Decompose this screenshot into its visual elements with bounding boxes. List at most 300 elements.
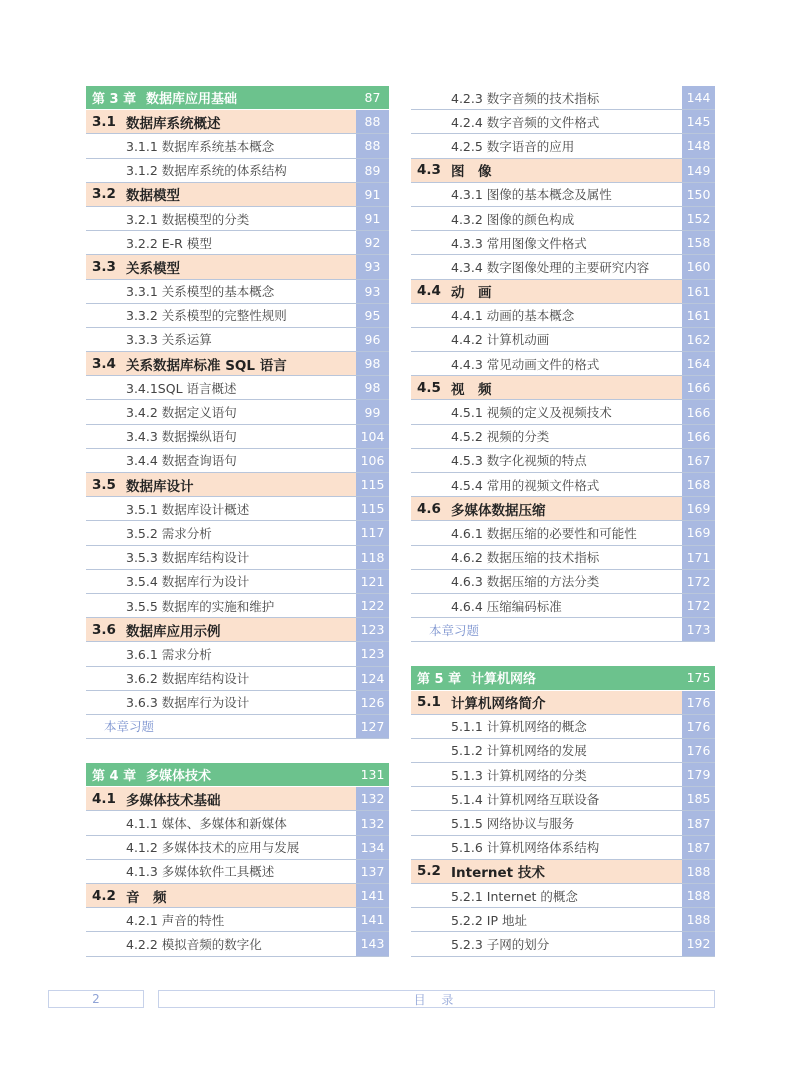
entry-text: 5.1.3 计算机网络的分类	[451, 767, 587, 783]
entry-title	[411, 304, 682, 327]
toc-section-row[interactable]	[411, 159, 715, 183]
entry-page: 118	[356, 546, 389, 569]
entry-title	[411, 110, 682, 133]
toc-subsection-row[interactable]	[86, 376, 389, 400]
toc-subsection-row[interactable]	[86, 546, 389, 570]
entry-page: 188	[682, 884, 715, 907]
entry-title	[86, 328, 356, 351]
entry-page: 123	[356, 618, 389, 641]
entry-title	[411, 739, 682, 762]
entry-title	[411, 207, 682, 230]
chapter-title	[86, 763, 356, 786]
entry-page: 162	[682, 328, 715, 351]
toc-subsection-row[interactable]	[86, 328, 389, 352]
entry-page: 164	[682, 352, 715, 375]
toc-chapter-row[interactable]	[411, 666, 715, 690]
section-number: 3.4	[92, 355, 116, 372]
toc-subsection-row[interactable]	[411, 546, 715, 570]
entry-title	[411, 159, 682, 182]
toc-subsection-row[interactable]	[411, 811, 715, 835]
entry-title	[411, 763, 682, 786]
entry-page: 134	[356, 836, 389, 859]
toc-section-row[interactable]	[411, 691, 715, 715]
entry-text: 5.1.6 计算机网络体系结构	[451, 840, 600, 856]
entry-text: 3.4.3 数据操纵语句	[126, 429, 237, 445]
entry-text: 4.3.1 图像的基本概念及属性	[451, 187, 612, 203]
entry-title	[86, 642, 356, 665]
section-number: 3.1	[92, 113, 116, 130]
entry-page: 132	[356, 787, 389, 810]
toc-subsection-row[interactable]	[411, 134, 715, 158]
entry-title	[411, 836, 682, 859]
entry-title	[86, 449, 356, 472]
entry-text: 3.5.4 数据库行为设计	[126, 574, 250, 590]
entry-text: 4.2.1 声音的特性	[126, 912, 225, 928]
entry-page: 150	[682, 183, 715, 206]
footer-page-number: 2	[48, 990, 144, 1008]
entry-title	[86, 280, 356, 303]
entry-title	[86, 860, 356, 883]
entry-page: 91	[356, 183, 389, 206]
entry-page: 173	[682, 618, 715, 641]
entry-title	[411, 811, 682, 834]
entry-page: 141	[356, 908, 389, 931]
toc-subsection-row[interactable]	[86, 280, 389, 304]
entry-text: 3.6.1 需求分析	[126, 646, 212, 662]
entry-page: 169	[682, 521, 715, 544]
toc-section-row[interactable]	[86, 787, 389, 811]
entry-title	[411, 280, 682, 303]
toc-subsection-row[interactable]	[411, 328, 715, 352]
entry-page: 115	[356, 473, 389, 496]
toc-subsection-row[interactable]	[86, 836, 389, 860]
entry-page: 115	[356, 497, 389, 520]
entry-title	[86, 691, 356, 714]
entry-title	[411, 473, 682, 496]
toc-subsection-row[interactable]	[411, 86, 715, 110]
toc-chapter-block	[86, 763, 389, 957]
entry-text: 多媒体数据压缩	[451, 502, 546, 519]
entry-text: 4.6.1 数据压缩的必要性和可能性	[451, 525, 637, 541]
entry-text: 动 画	[451, 285, 492, 302]
entry-text: 音 频	[126, 889, 167, 906]
entry-title	[411, 932, 682, 955]
entry-page: 169	[682, 497, 715, 520]
entry-title	[411, 884, 682, 907]
entry-title	[86, 473, 356, 496]
toc-subsection-row[interactable]	[86, 304, 389, 328]
entry-title	[411, 618, 682, 641]
entry-text: 4.4.1 动画的基本概念	[451, 308, 575, 324]
toc-subsection-row[interactable]	[411, 473, 715, 497]
section-number: 4.6	[417, 500, 441, 517]
toc-section-row[interactable]	[86, 618, 389, 642]
entry-title	[86, 207, 356, 230]
entry-page: 171	[682, 546, 715, 569]
entry-text: 数据库系统概述	[126, 115, 221, 132]
entry-text: 关系模型	[126, 260, 180, 277]
entry-page: 99	[356, 400, 389, 423]
entry-page: 188	[682, 860, 715, 883]
entry-title	[86, 908, 356, 931]
entry-title	[86, 521, 356, 544]
entry-title	[411, 570, 682, 593]
chapter-name: 数据库应用基础	[146, 92, 238, 108]
section-number: 3.2	[92, 186, 116, 203]
entry-page: 96	[356, 328, 389, 351]
toc-subsection-row[interactable]	[411, 110, 715, 134]
chapter-page: 87	[356, 86, 389, 109]
toc-exercises-row[interactable]	[86, 715, 389, 739]
chapter-number: 第 4 章	[92, 769, 137, 785]
entry-text: 3.4.4 数据查询语句	[126, 453, 237, 469]
toc-section-row[interactable]	[86, 183, 389, 207]
toc-subsection-row[interactable]	[86, 594, 389, 618]
entry-page: 98	[356, 376, 389, 399]
entry-text: 多媒体技术基础	[126, 792, 221, 809]
toc-section-row[interactable]	[411, 280, 715, 304]
entry-text: 3.5.3 数据库结构设计	[126, 550, 250, 566]
entry-page: 187	[682, 811, 715, 834]
entry-page: 88	[356, 110, 389, 133]
toc-exercises-row[interactable]	[411, 618, 715, 642]
entry-page: 89	[356, 159, 389, 182]
entry-text: 计算机网络简介	[451, 696, 546, 713]
entry-text: 4.1.1 媒体、多媒体和新媒体	[126, 816, 287, 832]
entry-page: 91	[356, 207, 389, 230]
entry-text: 3.2.2 E-R 模型	[126, 235, 212, 251]
entry-text: 4.6.2 数据压缩的技术指标	[451, 550, 600, 566]
entry-text: 5.2.1 Internet 的概念	[451, 888, 578, 904]
entry-title	[411, 231, 682, 254]
entry-text: 4.6.4 压缩编码标准	[451, 598, 562, 614]
toc-subsection-row[interactable]	[411, 787, 715, 811]
entry-title	[411, 449, 682, 472]
entry-text: 4.2.5 数字语音的应用	[451, 138, 575, 154]
entry-text: 4.6.3 数据压缩的方法分类	[451, 574, 600, 590]
entry-text: 数据库设计	[126, 478, 194, 495]
entry-title	[86, 497, 356, 520]
section-number: 3.6	[92, 621, 116, 638]
entry-text: 3.1.1 数据库系统基本概念	[126, 138, 275, 154]
toc-section-row[interactable]	[411, 860, 715, 884]
section-number: 5.1	[417, 694, 441, 711]
toc-subsection-row[interactable]	[86, 134, 389, 158]
entry-page: 188	[682, 908, 715, 931]
entry-page: 172	[682, 570, 715, 593]
toc-subsection-row[interactable]	[86, 521, 389, 545]
entry-title	[86, 594, 356, 617]
entry-text: 数据库应用示例	[126, 623, 221, 640]
toc-subsection-row[interactable]	[86, 400, 389, 424]
entry-page: 168	[682, 473, 715, 496]
section-number: 4.3	[417, 162, 441, 179]
entry-title	[411, 376, 682, 399]
toc-subsection-row[interactable]	[86, 860, 389, 884]
entry-text: 本章习题	[104, 719, 155, 735]
entry-text: 数据模型	[126, 188, 180, 205]
toc-subsection-row[interactable]	[411, 449, 715, 473]
entry-page: 148	[682, 134, 715, 157]
entry-page: 179	[682, 763, 715, 786]
chapter-name: 多媒体技术	[146, 769, 212, 785]
entry-title	[86, 400, 356, 423]
entry-title	[411, 352, 682, 375]
entry-page: 187	[682, 836, 715, 859]
entry-page: 117	[356, 521, 389, 544]
entry-title	[86, 231, 356, 254]
toc-subsection-row[interactable]	[411, 400, 715, 424]
entry-page: 122	[356, 594, 389, 617]
entry-page: 166	[682, 425, 715, 448]
toc-section-row[interactable]	[86, 473, 389, 497]
entry-title	[86, 255, 356, 278]
entry-text: 4.3.2 图像的颜色构成	[451, 211, 575, 227]
entry-text: 4.3.3 常用图像文件格式	[451, 235, 587, 251]
toc-subsection-row[interactable]	[411, 763, 715, 787]
toc-section-row[interactable]	[411, 376, 715, 400]
entry-text: 5.1.5 网络协议与服务	[451, 816, 575, 832]
entry-page: 185	[682, 787, 715, 810]
toc-subsection-row[interactable]	[411, 255, 715, 279]
toc-subsection-row[interactable]	[86, 691, 389, 715]
entry-page: 149	[682, 159, 715, 182]
entry-text: 4.5.3 数字化视频的特点	[451, 453, 587, 469]
entry-text: 3.4.2 数据定义语句	[126, 405, 237, 421]
section-number: 3.3	[92, 258, 116, 275]
entry-page: 127	[356, 715, 389, 738]
toc-subsection-row[interactable]	[86, 207, 389, 231]
entry-title	[86, 425, 356, 448]
entry-page: 176	[682, 739, 715, 762]
entry-title	[411, 497, 682, 520]
toc-subsection-row[interactable]	[411, 425, 715, 449]
entry-text: 3.5.1 数据库设计概述	[126, 501, 250, 517]
entry-text: 图 像	[451, 164, 492, 181]
entry-title	[86, 352, 356, 375]
toc-subsection-row[interactable]	[86, 570, 389, 594]
entry-title	[411, 715, 682, 738]
entry-title	[86, 376, 356, 399]
chapter-name: 计算机网络	[471, 672, 537, 688]
toc-subsection-row[interactable]	[411, 908, 715, 932]
entry-page: 93	[356, 255, 389, 278]
toc-subsection-row[interactable]	[411, 207, 715, 231]
entry-title	[86, 618, 356, 641]
toc-subsection-row[interactable]	[86, 932, 389, 956]
entry-page: 141	[356, 884, 389, 907]
entry-title	[86, 304, 356, 327]
chapter-page: 131	[356, 763, 389, 786]
entry-title	[86, 570, 356, 593]
toc-column-right	[411, 86, 715, 957]
toc-subsection-row[interactable]	[411, 231, 715, 255]
toc-subsection-row[interactable]	[411, 183, 715, 207]
entry-page: 121	[356, 570, 389, 593]
entry-page: 95	[356, 304, 389, 327]
entry-page: 132	[356, 811, 389, 834]
entry-title	[411, 787, 682, 810]
entry-page: 166	[682, 376, 715, 399]
toc-section-row[interactable]	[86, 255, 389, 279]
entry-text: 3.2.1 数据模型的分类	[126, 211, 250, 227]
toc-section-row[interactable]	[86, 352, 389, 376]
entry-page: 166	[682, 400, 715, 423]
entry-page: 152	[682, 207, 715, 230]
entry-text: 3.3.3 关系运算	[126, 332, 212, 348]
entry-text: 4.5.4 常用的视频文件格式	[451, 477, 600, 493]
entry-title	[411, 594, 682, 617]
toc-subsection-row[interactable]	[86, 425, 389, 449]
entry-title	[411, 546, 682, 569]
entry-text: 5.1.1 计算机网络的概念	[451, 719, 587, 735]
toc-subsection-row[interactable]	[86, 231, 389, 255]
toc-subsection-row[interactable]	[411, 739, 715, 763]
toc-subsection-row[interactable]	[411, 715, 715, 739]
entry-text: 4.1.3 多媒体软件工具概述	[126, 864, 275, 880]
toc-subsection-row[interactable]	[411, 521, 715, 545]
entry-title	[86, 715, 356, 738]
entry-page: 123	[356, 642, 389, 665]
entry-title	[411, 425, 682, 448]
entry-page: 104	[356, 425, 389, 448]
entry-text: 关系数据库标准 SQL 语言	[126, 357, 287, 374]
entry-page: 106	[356, 449, 389, 472]
toc-chapter-row[interactable]	[86, 763, 389, 787]
entry-page: 192	[682, 932, 715, 955]
section-number: 3.5	[92, 476, 116, 493]
entry-title	[411, 86, 682, 109]
entry-page: 144	[682, 86, 715, 109]
entry-text: 4.2.2 模拟音频的数字化	[126, 936, 262, 952]
toc-section-row[interactable]	[411, 497, 715, 521]
entry-title	[86, 667, 356, 690]
entry-title	[86, 546, 356, 569]
entry-text: 4.3.4 数字图像处理的主要研究内容	[451, 259, 650, 275]
toc-column-left	[86, 86, 389, 957]
entry-text: 4.5.2 视频的分类	[451, 429, 550, 445]
entry-text: 视 频	[451, 381, 492, 398]
section-number: 4.2	[92, 887, 116, 904]
entry-title	[86, 811, 356, 834]
toc-subsection-row[interactable]	[86, 642, 389, 666]
toc-chapter-row[interactable]	[86, 86, 389, 110]
toc-section-row[interactable]	[86, 884, 389, 908]
section-number: 4.5	[417, 379, 441, 396]
toc-section-row[interactable]	[86, 110, 389, 134]
toc-subsection-row[interactable]	[411, 932, 715, 956]
entry-text: 5.1.4 计算机网络互联设备	[451, 791, 600, 807]
entry-title	[411, 400, 682, 423]
entry-title	[86, 134, 356, 157]
entry-text: 3.6.3 数据库行为设计	[126, 695, 250, 711]
entry-page: 137	[356, 860, 389, 883]
toc-subsection-row[interactable]	[411, 594, 715, 618]
chapter-title	[411, 666, 682, 689]
toc-subsection-row[interactable]	[411, 884, 715, 908]
entry-page: 161	[682, 280, 715, 303]
footer-running-title: 目 录	[158, 990, 715, 1008]
entry-title	[411, 134, 682, 157]
entry-title	[86, 884, 356, 907]
entry-page: 88	[356, 134, 389, 157]
entry-title	[411, 328, 682, 351]
entry-page: 145	[682, 110, 715, 133]
entry-page: 124	[356, 667, 389, 690]
toc-subsection-row[interactable]	[86, 497, 389, 521]
section-number: 5.2	[417, 863, 441, 880]
entry-title	[86, 183, 356, 206]
section-number: 4.4	[417, 283, 441, 300]
toc-subsection-row[interactable]	[411, 836, 715, 860]
entry-page: 158	[682, 231, 715, 254]
entry-page: 93	[356, 280, 389, 303]
chapter-number: 第 3 章	[92, 92, 137, 108]
entry-text: 3.5.2 需求分析	[126, 525, 212, 541]
entry-page: 143	[356, 932, 389, 955]
entry-text: 4.4.3 常见动画文件的格式	[451, 356, 600, 372]
toc-subsection-row[interactable]	[86, 908, 389, 932]
entry-text: 4.5.1 视频的定义及视频技术	[451, 405, 612, 421]
entry-title	[411, 691, 682, 714]
toc-chapter-block	[86, 86, 389, 739]
toc-subsection-row[interactable]	[86, 449, 389, 473]
entry-title	[411, 255, 682, 278]
entry-title	[86, 787, 356, 810]
entry-title	[86, 110, 356, 133]
entry-title	[411, 183, 682, 206]
toc-subsection-row[interactable]	[86, 159, 389, 183]
entry-page: 172	[682, 594, 715, 617]
entry-page: 98	[356, 352, 389, 375]
entry-text: 5.2.2 IP 地址	[451, 912, 527, 928]
entry-text: 4.1.2 多媒体技术的应用与发展	[126, 840, 300, 856]
entry-page: 176	[682, 691, 715, 714]
entry-title	[86, 159, 356, 182]
entry-page: 176	[682, 715, 715, 738]
entry-page: 161	[682, 304, 715, 327]
entry-title	[411, 908, 682, 931]
toc-subsection-row[interactable]	[411, 304, 715, 328]
chapter-page: 175	[682, 666, 715, 689]
entry-text: 本章习题	[429, 622, 480, 638]
toc-subsection-row[interactable]	[86, 667, 389, 691]
entry-text: 5.1.2 计算机网络的发展	[451, 743, 587, 759]
entry-text: 3.5.5 数据库的实施和维护	[126, 598, 275, 614]
chapter-number: 第 5 章	[417, 672, 462, 688]
entry-page: 126	[356, 691, 389, 714]
entry-title	[411, 860, 682, 883]
entry-text: 4.4.2 计算机动画	[451, 332, 550, 348]
entry-page: 167	[682, 449, 715, 472]
toc-subsection-row[interactable]	[411, 352, 715, 376]
toc-subsection-row[interactable]	[411, 570, 715, 594]
entry-page: 92	[356, 231, 389, 254]
entry-text: 3.1.2 数据库系统的体系结构	[126, 163, 287, 179]
entry-text: 3.6.2 数据库结构设计	[126, 671, 250, 687]
toc-chapter-block	[411, 666, 715, 956]
entry-text: 3.3.1 关系模型的基本概念	[126, 284, 275, 300]
entry-text: 5.2.3 子网的划分	[451, 936, 550, 952]
entry-text: 4.2.4 数字音频的文件格式	[451, 114, 600, 130]
entry-text: Internet 技术	[451, 865, 545, 882]
entry-title	[86, 836, 356, 859]
toc-subsection-row[interactable]	[86, 811, 389, 835]
entry-text: 4.2.3 数字音频的技术指标	[451, 90, 600, 106]
chapter-title	[86, 86, 356, 109]
entry-text: 3.4.1SQL 语言概述	[126, 380, 237, 396]
entry-title	[86, 932, 356, 955]
